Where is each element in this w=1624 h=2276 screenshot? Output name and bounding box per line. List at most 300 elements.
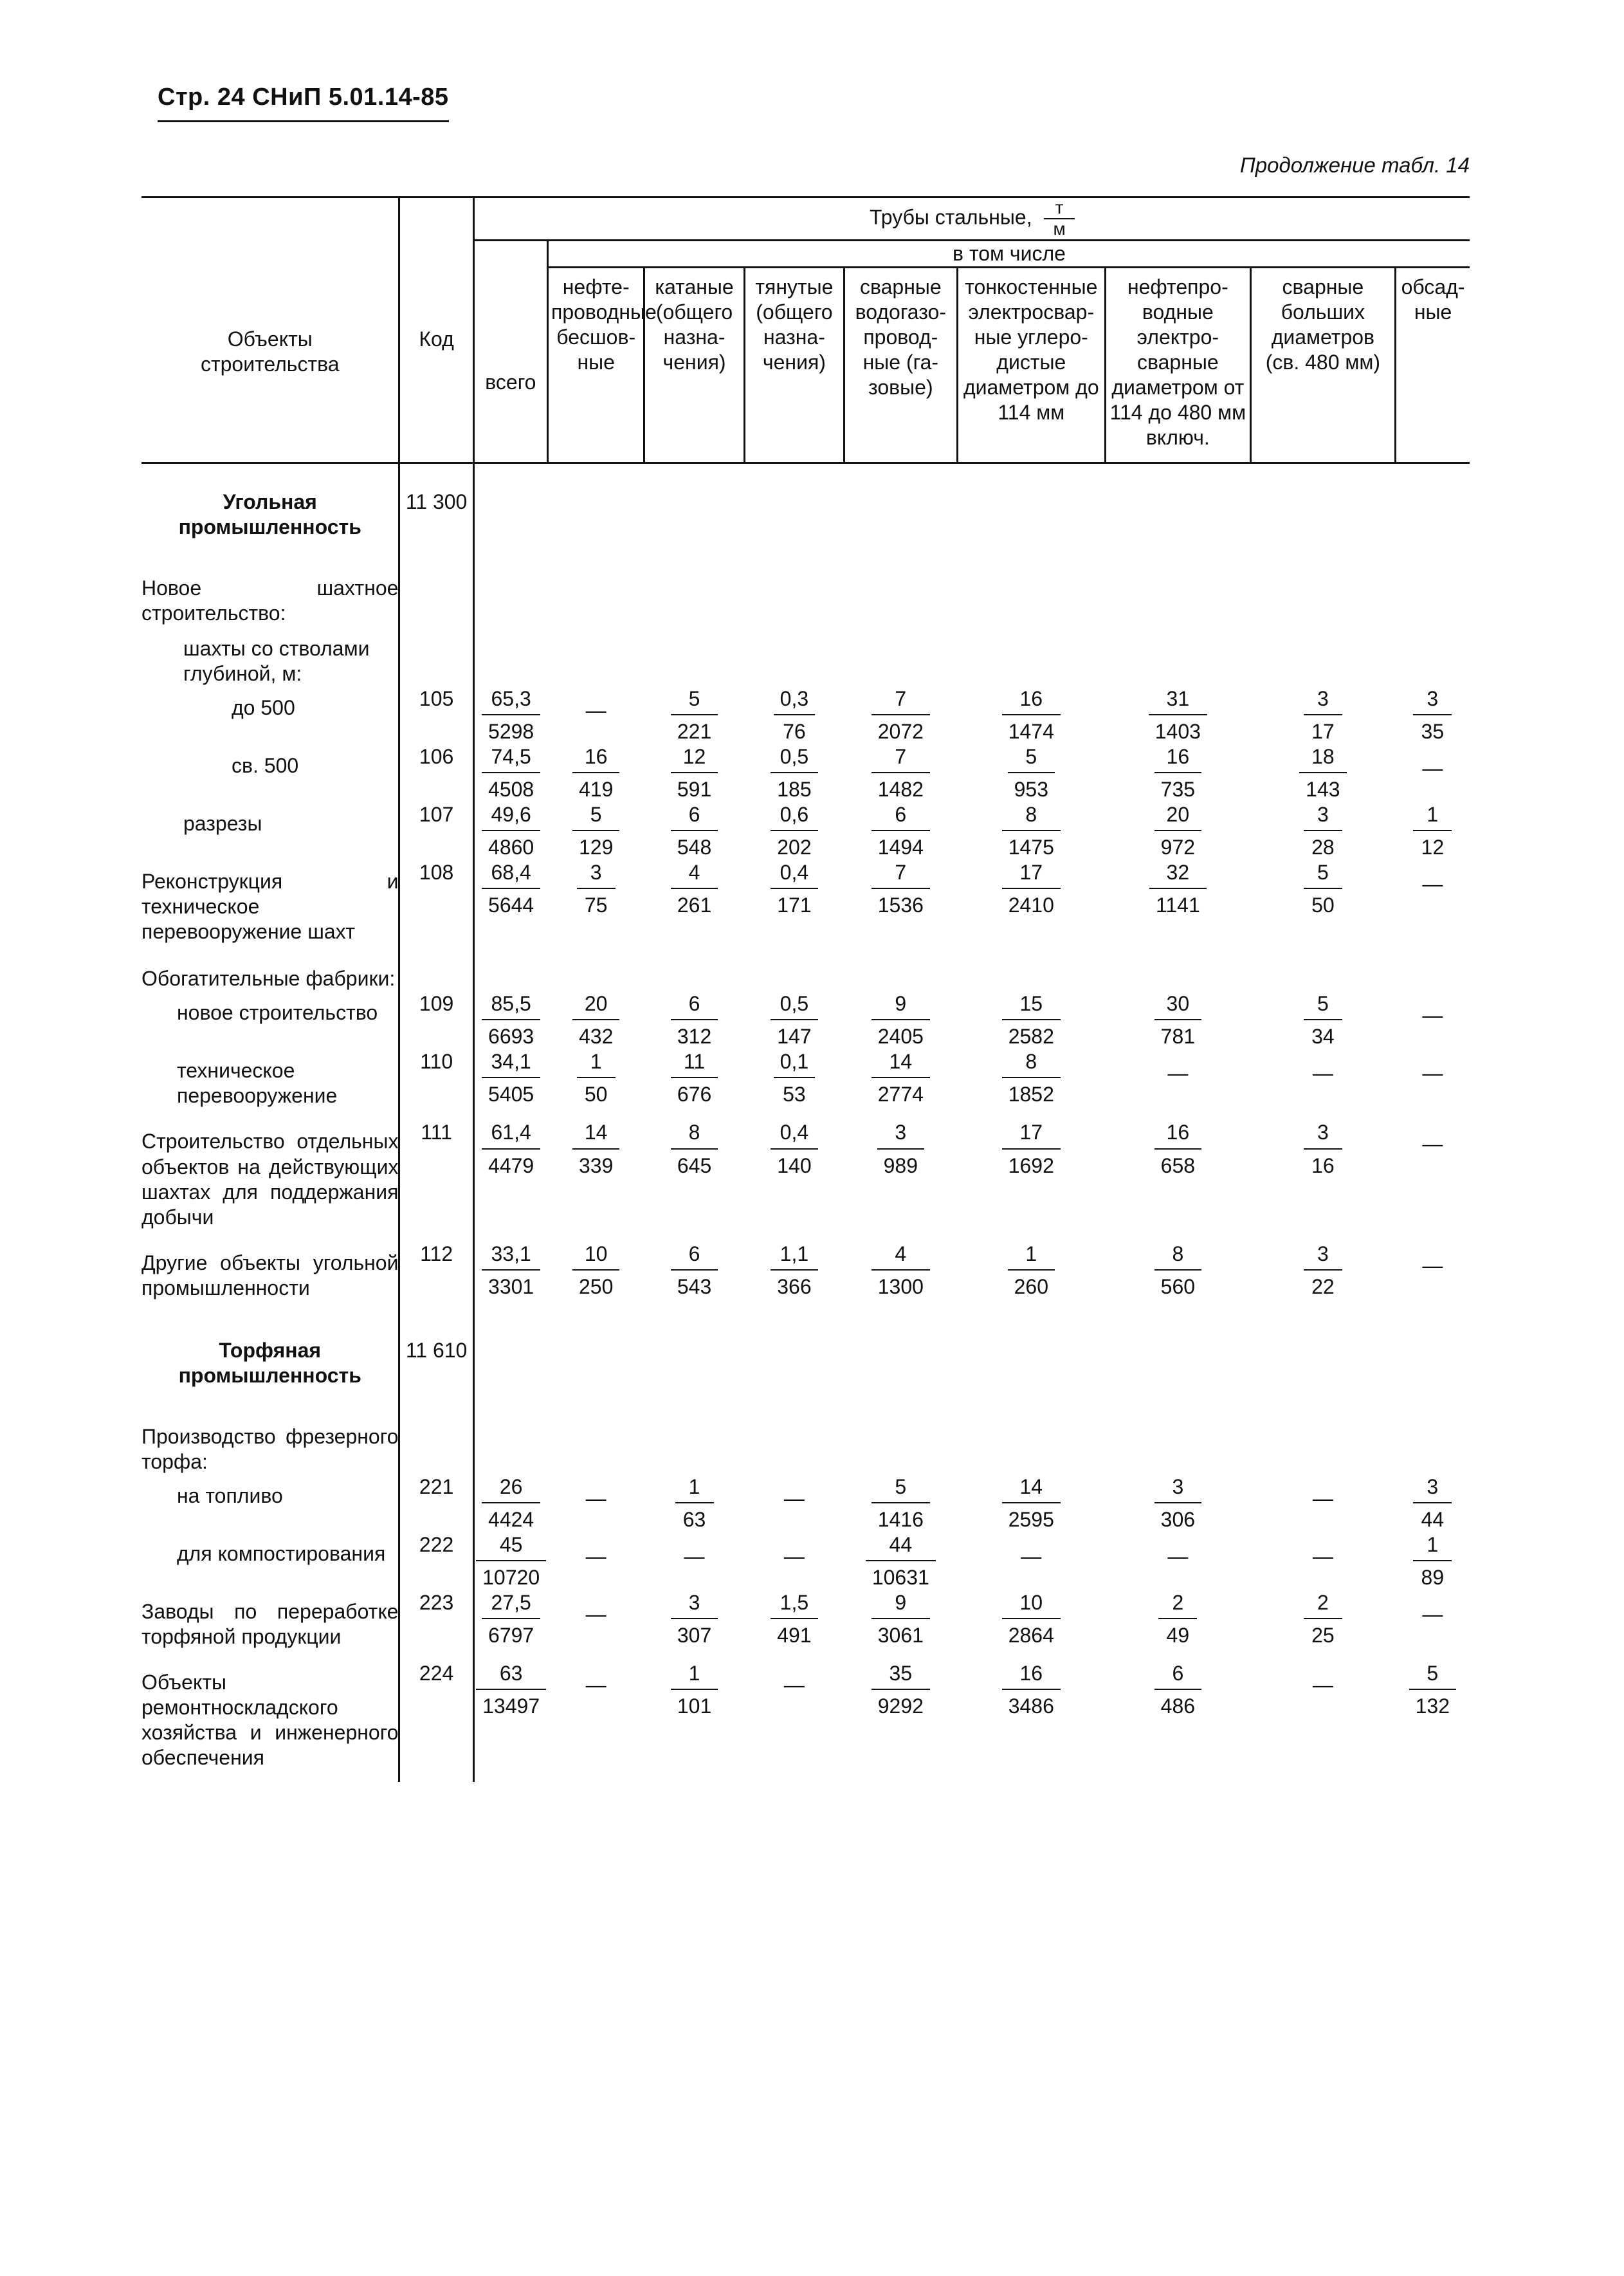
value-subcol-1 — [548, 1532, 644, 1590]
value-fraction — [871, 1242, 930, 1299]
fraction-tonnes: 3 — [1413, 1474, 1452, 1503]
row-label: Реконструкция и техническое перевооружение шахт — [141, 870, 399, 944]
value-fraction — [482, 744, 540, 802]
empty-dash: — — [783, 1486, 805, 1510]
fraction-tonnes: 3 — [877, 1120, 924, 1149]
value-fraction — [577, 860, 616, 918]
fraction-tonnes: 0,3 — [774, 686, 815, 715]
fraction-metres: 185 — [777, 778, 812, 802]
fraction-tonnes: 8 — [1154, 1242, 1201, 1271]
value-fraction — [1413, 802, 1452, 860]
fraction-tonnes: 5 — [1409, 1661, 1456, 1690]
value-fraction — [476, 1661, 546, 1719]
value-subcol-7 — [1250, 1474, 1396, 1532]
row-label: Строительство отдельных объектов на действующих шахтах для поддержания добычи — [141, 1130, 399, 1229]
fraction-metres: 486 — [1160, 1694, 1196, 1718]
fraction-tonnes: 0,4 — [771, 1120, 817, 1149]
fraction-metres: 140 — [777, 1153, 812, 1177]
fraction-metres: 2774 — [877, 1083, 924, 1106]
value-fraction — [482, 1049, 540, 1107]
value-subcol-5 — [957, 1661, 1106, 1782]
table-continuation-label: Продолжение табл. 14 — [1239, 153, 1470, 177]
empty-dash: — — [1021, 1544, 1042, 1568]
value-fraction — [572, 1242, 619, 1299]
fraction-tonnes: 2 — [1158, 1590, 1197, 1619]
value-subcol-1 — [548, 1242, 644, 1312]
header-subcol-6: нефтепро-водные электро-сварные диаметром от 114 до 480 мм включ. — [1106, 267, 1251, 463]
fraction-tonnes: 30 — [1154, 991, 1201, 1020]
fraction-metres: 44 — [1421, 1507, 1445, 1531]
fraction-metres: 989 — [883, 1153, 918, 1177]
fraction-tonnes: 3 — [1304, 1120, 1342, 1149]
header-subcol-4: сварные водогазо-провод-ные (га-зовые) — [844, 267, 957, 463]
value-fraction — [1154, 1120, 1201, 1178]
fraction-tonnes: 11 — [671, 1049, 718, 1078]
fraction-metres: 1852 — [1008, 1083, 1054, 1106]
fraction-tonnes: 16 — [572, 744, 619, 773]
value-subcol-7 — [1250, 744, 1396, 802]
empty-dash: — — [1422, 1004, 1443, 1027]
empty-dash: — — [1312, 1673, 1333, 1696]
value-fraction — [1413, 1532, 1452, 1590]
fraction-metres: 1403 — [1154, 720, 1201, 744]
value-fraction — [1304, 991, 1342, 1049]
fraction-tonnes: 6 — [1154, 1661, 1201, 1690]
fraction-metres: 2405 — [877, 1025, 924, 1049]
fraction-tonnes: 3 — [671, 1590, 718, 1619]
table-row — [141, 1242, 1470, 1312]
value-subcol-2 — [644, 1661, 744, 1782]
value-fraction — [1158, 1590, 1197, 1648]
table-row — [141, 1312, 1470, 1414]
fraction-metres: 1692 — [1008, 1153, 1054, 1177]
value-subcol-1 — [548, 1661, 644, 1782]
value-fraction — [1002, 860, 1061, 918]
empty-dash: — — [1422, 757, 1443, 780]
value-fraction — [877, 1120, 924, 1178]
empty-dash: — — [1312, 1061, 1333, 1085]
fraction-metres: 4860 — [488, 836, 534, 859]
row-label: Другие объекты угольной промышленности — [141, 1251, 399, 1299]
value-fraction — [482, 802, 540, 860]
fraction-metres: 5405 — [488, 1083, 534, 1106]
fraction-tonnes: 14 — [1002, 1474, 1061, 1503]
fraction-tonnes: 1 — [671, 1661, 718, 1690]
value-fraction — [1002, 1474, 1061, 1532]
value-total — [473, 1532, 547, 1590]
fraction-metres: 2595 — [1008, 1507, 1054, 1531]
value-subcol-2 — [644, 991, 744, 1049]
value-total — [473, 1242, 547, 1312]
fraction-tonnes: 74,5 — [482, 744, 540, 773]
value-fraction — [671, 1242, 718, 1299]
value-subcol-5 — [957, 1474, 1106, 1532]
row-code — [399, 956, 473, 991]
value-subcol-5 — [957, 1590, 1106, 1661]
fraction-metres: 1536 — [877, 894, 924, 917]
value-fraction — [1002, 991, 1061, 1049]
value-fraction — [1304, 1590, 1342, 1648]
value-subcol-8 — [1396, 1049, 1470, 1120]
value-fraction — [671, 1590, 718, 1648]
value-total — [473, 1049, 547, 1120]
fraction-metres: 147 — [777, 1025, 812, 1049]
row-code: 111 — [399, 1120, 473, 1241]
value-subcol-2 — [644, 1242, 744, 1312]
value-fraction — [675, 1474, 714, 1532]
value-total — [473, 802, 547, 860]
value-fraction — [1413, 686, 1452, 744]
header-subcol-1: нефте-проводные бесшов-ные — [548, 267, 644, 463]
value-fraction — [1304, 1242, 1342, 1299]
fraction-tonnes: 1,1 — [771, 1242, 817, 1271]
value-subcol-8 — [1396, 686, 1470, 744]
value-subcol-2 — [644, 1120, 744, 1241]
value-subcol-6 — [1106, 1661, 1251, 1782]
fraction-metres: 1474 — [1008, 720, 1054, 744]
empty-dash: — — [585, 1544, 607, 1568]
value-subcol-6 — [1106, 1532, 1251, 1590]
heading-filler — [473, 565, 1470, 626]
fraction-tonnes: 5 — [572, 802, 619, 831]
fraction-metres: 17 — [1311, 720, 1335, 744]
value-fraction — [1002, 802, 1061, 860]
row-code: 223 — [399, 1590, 473, 1661]
value-fraction — [482, 1474, 540, 1532]
value-subcol-4 — [844, 744, 957, 802]
fraction-tonnes: 8 — [671, 1120, 718, 1149]
header-subcol-3: тянутые (общего назна-чения) — [744, 267, 844, 463]
value-subcol-7 — [1250, 1049, 1396, 1120]
empty-dash: — — [1167, 1544, 1189, 1568]
fraction-metres: 953 — [1014, 778, 1048, 802]
fraction-tonnes: 1,5 — [771, 1590, 817, 1619]
row-code: 221 — [399, 1474, 473, 1532]
value-subcol-6 — [1106, 802, 1251, 860]
row-label: Угольная промышленность — [178, 490, 361, 538]
value-fraction — [771, 1242, 817, 1299]
value-subcol-3 — [744, 1661, 844, 1782]
fraction-metres: 171 — [777, 894, 812, 917]
row-label: разрезы — [183, 812, 262, 836]
value-fraction — [1002, 1661, 1061, 1719]
table-row — [141, 1120, 1470, 1241]
fraction-metres: 1475 — [1008, 836, 1054, 859]
fraction-tonnes: 18 — [1299, 744, 1346, 773]
fraction-metres: 9292 — [877, 1694, 924, 1718]
fraction-tonnes: 0,1 — [774, 1049, 815, 1078]
fraction-tonnes: 63 — [476, 1661, 546, 1690]
page-header: Стр. 24 СНиП 5.01.14-85 — [158, 84, 449, 122]
row-label: Заводы по переработке торфяной продукции — [141, 1599, 399, 1648]
row-label: для компостирования — [177, 1541, 386, 1565]
value-total — [473, 1590, 547, 1661]
fraction-metres: 10720 — [482, 1565, 540, 1589]
value-subcol-3 — [744, 860, 844, 956]
fraction-metres: 6797 — [488, 1623, 534, 1647]
fraction-tonnes: 8 — [1002, 1049, 1061, 1078]
value-fraction — [482, 686, 540, 744]
value-subcol-7 — [1250, 1661, 1396, 1782]
fraction-tonnes: 15 — [1002, 991, 1061, 1020]
row-code: 112 — [399, 1242, 473, 1312]
fraction-tonnes: 26 — [482, 1474, 540, 1503]
table-row — [141, 1661, 1470, 1782]
value-subcol-3 — [744, 744, 844, 802]
fraction-metres: 12 — [1421, 836, 1445, 859]
fraction-tonnes: 3 — [1413, 686, 1452, 715]
value-fraction — [771, 1120, 817, 1178]
value-subcol-4 — [844, 1532, 957, 1590]
value-subcol-1 — [548, 1120, 644, 1241]
empty-dash: — — [684, 1544, 705, 1568]
fraction-metres: 76 — [783, 720, 806, 744]
fraction-metres: 312 — [677, 1025, 712, 1049]
row-label: Объекты ремонтноскладского хозяйства и инженерного обеспечения — [141, 1670, 399, 1770]
row-label: техническое перевооружение — [177, 1059, 338, 1108]
empty-dash: — — [1422, 1602, 1443, 1626]
table-row — [141, 463, 1470, 565]
fraction-tonnes: 0,4 — [771, 860, 817, 889]
value-subcol-3 — [744, 1242, 844, 1312]
value-subcol-8 — [1396, 1120, 1470, 1241]
table-row — [141, 1532, 1470, 1590]
value-fraction — [482, 1590, 540, 1648]
fraction-tonnes: 45 — [476, 1532, 546, 1561]
row-code: 105 — [399, 686, 473, 744]
fraction-tonnes: 10 — [572, 1242, 619, 1271]
empty-dash: — — [1422, 872, 1443, 896]
fraction-tonnes: 32 — [1149, 860, 1207, 889]
fraction-metres: 260 — [1014, 1274, 1048, 1298]
value-subcol-8 — [1396, 744, 1470, 802]
fraction-tonnes: 5 — [671, 686, 718, 715]
fraction-metres: 34 — [1311, 1025, 1335, 1049]
empty-dash: — — [1167, 1061, 1189, 1085]
value-fraction — [771, 860, 817, 918]
row-label: Торфяная промышленность — [178, 1338, 361, 1387]
fraction-metres: 781 — [1160, 1025, 1196, 1049]
fraction-tonnes: 68,4 — [482, 860, 540, 889]
fraction-tonnes: 85,5 — [482, 991, 540, 1020]
value-subcol-8 — [1396, 991, 1470, 1049]
row-code: 108 — [399, 860, 473, 956]
fraction-metres: 16 — [1311, 1153, 1335, 1177]
empty-dash: — — [783, 1544, 805, 1568]
row-label: св. 500 — [232, 754, 299, 778]
fraction-tonnes: 3 — [577, 860, 616, 889]
value-fraction — [572, 802, 619, 860]
value-subcol-6 — [1106, 1474, 1251, 1532]
value-subcol-1 — [548, 744, 644, 802]
fraction-tonnes: 20 — [1154, 802, 1201, 831]
header-total: всего — [473, 240, 547, 463]
value-subcol-4 — [844, 991, 957, 1049]
fraction-tonnes: 7 — [871, 860, 930, 889]
fraction-metres: 49 — [1166, 1623, 1190, 1647]
value-fraction — [577, 1049, 616, 1107]
value-fraction — [871, 744, 930, 802]
value-fraction — [871, 1049, 930, 1107]
value-subcol-8 — [1396, 1242, 1470, 1312]
fraction-tonnes: 0,5 — [771, 991, 817, 1020]
value-subcol-8 — [1396, 1532, 1470, 1590]
fraction-metres: 250 — [578, 1274, 614, 1298]
value-fraction — [1304, 686, 1342, 744]
value-fraction — [572, 744, 619, 802]
heading-filler — [473, 956, 1470, 991]
fraction-metres: 221 — [677, 720, 712, 744]
fraction-metres: 5298 — [488, 720, 534, 744]
row-code: 109 — [399, 991, 473, 1049]
value-subcol-3 — [744, 1120, 844, 1241]
fraction-metres: 2582 — [1008, 1025, 1054, 1049]
value-subcol-4 — [844, 1120, 957, 1241]
value-fraction — [1008, 744, 1055, 802]
row-code: 222 — [399, 1532, 473, 1590]
row-code: 110 — [399, 1049, 473, 1120]
value-subcol-5 — [957, 860, 1106, 956]
fraction-tonnes: 20 — [572, 991, 619, 1020]
fraction-tonnes: 1 — [1413, 1532, 1452, 1561]
table-row — [141, 1590, 1470, 1661]
value-subcol-6 — [1106, 686, 1251, 744]
fraction-tonnes: 10 — [1002, 1590, 1061, 1619]
heading-filler — [473, 626, 1470, 686]
value-fraction — [771, 991, 817, 1049]
fraction-metres: 6693 — [488, 1025, 534, 1049]
fraction-metres: 10631 — [871, 1565, 929, 1589]
fraction-metres: 1482 — [877, 778, 924, 802]
value-fraction — [572, 1120, 619, 1178]
fraction-metres: 4479 — [488, 1153, 534, 1177]
fraction-tonnes: 9 — [871, 1590, 930, 1619]
value-fraction — [871, 991, 930, 1049]
value-fraction — [1413, 1474, 1452, 1532]
fraction-tonnes: 27,5 — [482, 1590, 540, 1619]
fraction-tonnes: 6 — [671, 1242, 718, 1271]
header-code: Код — [399, 197, 473, 463]
fraction-metres: 658 — [1160, 1153, 1196, 1177]
fraction-tonnes: 44 — [866, 1532, 936, 1561]
table-row — [141, 686, 1470, 744]
fraction-tonnes: 31 — [1149, 686, 1207, 715]
value-subcol-8 — [1396, 1661, 1470, 1782]
fraction-tonnes: 34,1 — [482, 1049, 540, 1078]
value-subcol-1 — [548, 991, 644, 1049]
fraction-tonnes: 65,3 — [482, 686, 540, 715]
value-fraction — [1002, 1049, 1061, 1107]
fraction-tonnes: 7 — [871, 744, 930, 773]
header-objects: Объекты строительства — [141, 197, 399, 463]
fraction-metres: 2410 — [1008, 894, 1054, 917]
fraction-metres: 132 — [1415, 1694, 1450, 1718]
value-fraction — [871, 1474, 930, 1532]
value-subcol-1 — [548, 686, 644, 744]
section-filler — [473, 1312, 1470, 1414]
row-code — [399, 1414, 473, 1474]
value-subcol-4 — [844, 1242, 957, 1312]
value-subcol-1 — [548, 1474, 644, 1532]
value-subcol-3 — [744, 686, 844, 744]
fraction-tonnes: 17 — [1002, 1120, 1061, 1149]
value-subcol-2 — [644, 686, 744, 744]
table-row — [141, 991, 1470, 1049]
fraction-metres: 419 — [578, 778, 614, 802]
fraction-metres: 972 — [1160, 836, 1196, 859]
value-fraction — [1002, 686, 1061, 744]
value-subcol-6 — [1106, 1120, 1251, 1241]
fraction-tonnes: 3 — [1154, 1474, 1201, 1503]
value-subcol-4 — [844, 1590, 957, 1661]
value-fraction — [1304, 802, 1342, 860]
fraction-tonnes: 4 — [871, 1242, 930, 1271]
value-fraction — [871, 860, 930, 918]
fraction-metres: 13497 — [482, 1694, 540, 1718]
value-subcol-7 — [1250, 686, 1396, 744]
header-subcol-7: сварные больших диаметров (св. 480 мм) — [1250, 267, 1396, 463]
value-fraction — [671, 1049, 718, 1107]
row-label: шахты со стволами глубиной, м: — [183, 636, 370, 685]
fraction-metres: 50 — [584, 1083, 608, 1106]
fraction-tonnes: 1 — [1008, 1242, 1055, 1271]
empty-dash: — — [1312, 1544, 1333, 1568]
value-subcol-3 — [744, 1049, 844, 1120]
empty-dash: — — [585, 1673, 607, 1696]
row-code: 11 300 — [399, 463, 473, 565]
fraction-metres: 1141 — [1155, 894, 1200, 917]
row-code: 224 — [399, 1661, 473, 1782]
value-subcol-2 — [644, 1049, 744, 1120]
value-fraction — [482, 860, 540, 918]
value-fraction — [671, 686, 718, 744]
fraction-metres: 3486 — [1008, 1694, 1054, 1718]
value-subcol-6 — [1106, 1049, 1251, 1120]
fraction-metres: 676 — [677, 1083, 712, 1106]
fraction-metres: 89 — [1421, 1565, 1445, 1589]
fraction-tonnes: 14 — [572, 1120, 619, 1149]
value-fraction — [1008, 1242, 1055, 1299]
fraction-tonnes: 49,6 — [482, 802, 540, 831]
fraction-metres: 75 — [584, 894, 608, 917]
fraction-metres: 35 — [1421, 720, 1445, 744]
fraction-tonnes: 1 — [1413, 802, 1452, 831]
value-subcol-5 — [957, 802, 1106, 860]
value-fraction — [1154, 1661, 1201, 1719]
fraction-tonnes: 3 — [1304, 802, 1342, 831]
table-row — [141, 956, 1470, 991]
value-subcol-4 — [844, 686, 957, 744]
empty-dash: — — [585, 1602, 607, 1626]
value-subcol-3 — [744, 1532, 844, 1590]
value-total — [473, 860, 547, 956]
value-fraction — [482, 1120, 540, 1178]
value-subcol-6 — [1106, 1242, 1251, 1312]
value-subcol-1 — [548, 860, 644, 956]
value-fraction — [482, 991, 540, 1049]
value-fraction — [476, 1532, 546, 1590]
pipes-table — [141, 196, 1470, 1782]
fraction-tonnes: 6 — [671, 802, 718, 831]
header-subcol-2: катаные (общего назна-чения) — [644, 267, 744, 463]
value-subcol-5 — [957, 686, 1106, 744]
value-subcol-2 — [644, 860, 744, 956]
table-row — [141, 565, 1470, 626]
header-pipes-title: Трубы стальные, $\frac{т}{м}$ — [473, 197, 1470, 241]
row-label: новое строительство — [177, 1001, 378, 1025]
fraction-metres: 366 — [777, 1274, 812, 1298]
value-subcol-5 — [957, 1532, 1106, 1590]
